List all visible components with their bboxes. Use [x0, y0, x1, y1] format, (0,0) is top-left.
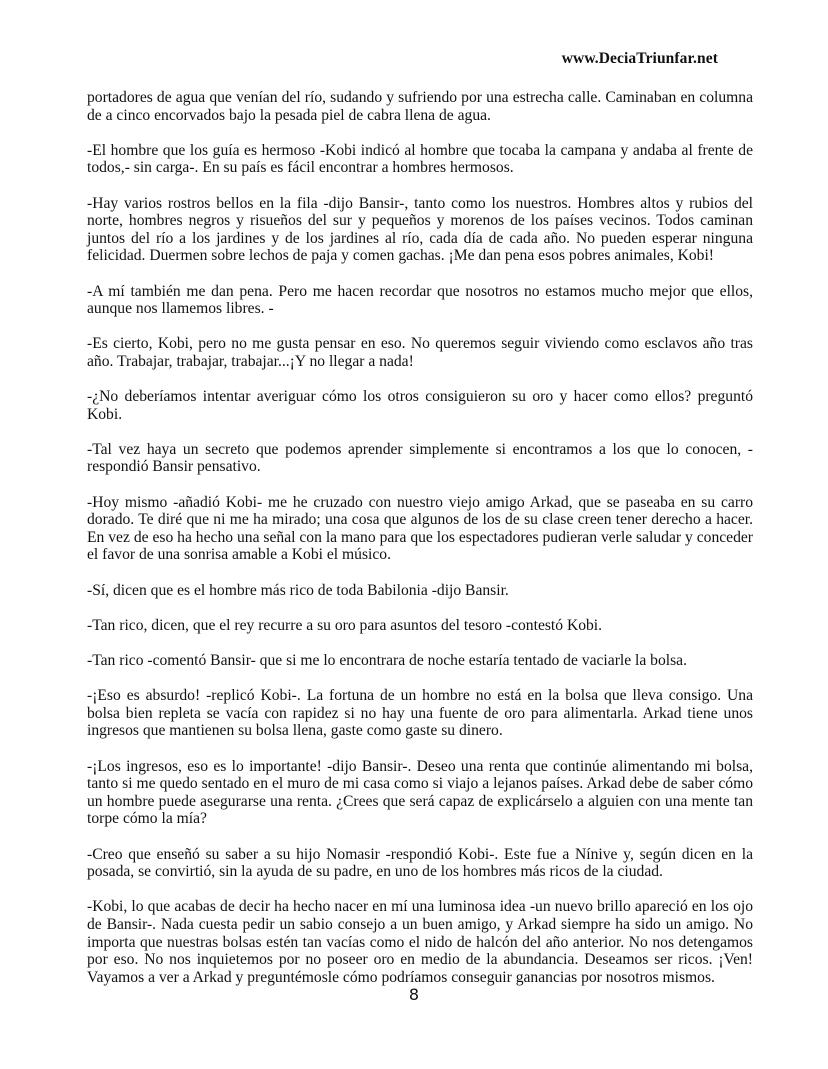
body-text: [87, 89, 753, 1004]
paragraph: portadores de agua que venían del río, sudando y sufriendo por una estrecha calle. Caminaban en columna de a cinco encorvados bajo la pesada piel de cabra llena de agua.: [87, 89, 753, 124]
paragraph: -Creo que enseñó su saber a su hijo Nomasir -respondió Kobi-. Este fue a Nínive y, según dicen en la posada, se convirtió, sin la ayuda de su padre, en uno de los hombres más ricos de la ciudad.: [87, 845, 753, 881]
paragraph: -¿No deberíamos intentar averiguar cómo los otros consiguieron su oro y hacer como ellos? preguntó Kobi.: [87, 388, 753, 423]
paragraph: -Tan rico, dicen, que el rey recurre a su oro para asuntos del tesoro -contestó Kobi.: [87, 616, 603, 634]
paragraph: -El hombre que los guía es hermoso -Kobi indicó al hombre que tocaba la campana y andaba al frente de todos,- sin carga-. En su país es fácil encontrar a hombres hermosos.: [87, 141, 753, 177]
paragraph: -Kobi, lo que acabas de decir ha hecho nacer en mí una luminosa idea -un nuevo brillo apareció en los ojo de Bansir-. Nada cuesta pedir un sabio consejo a un buen amigo, y Arkad siempre ha sido un amigo. No importa que nuestras bolsas estén tan vacías como el nido de halcón del año anterior. No nos detengamos por eso. No nos inquietemos por no poseer oro en medio de la abundancia. Deseamos ser ricos. ¡Ven! Vayamos a ver a Arkad y preguntémosle cómo podríamos conseguir ganancias por nosotros mismos.: [87, 898, 753, 986]
website-header: www.DeciaTriunfar.net: [561, 50, 718, 67]
paragraph: -Hoy mismo -añadió Kobi- me he cruzado con nuestro viejo amigo Arkad, que se paseaba en su carro dorado. Te diré que ni me ha mirado; una cosa que algunos de los de su clase creen tener derecho a hacer. En vez de eso ha hecho una señal con la mano para que los espectadores pudieran verle saludar y conceder el favor de una sonrisa amable a Kobi el músico.: [87, 493, 753, 564]
paragraph: -Es cierto, Kobi, pero no me gusta pensar en eso. No queremos seguir viviendo como esclavos año tras año. Trabajar, trabajar, trabajar...¡Y no llegar a nada!: [87, 335, 753, 370]
paragraph: -Tal vez haya un secreto que podemos aprender simplemente si encontramos a los que lo conocen, - respondió Bansir pensativo.: [87, 440, 753, 476]
page-number: 8: [408, 985, 420, 1004]
paragraph: -Hay varios rostros bellos en la fila -dijo Bansir-, tanto como los nuestros. Hombres altos y rubios del norte, hombres negros y risueños del sur y pequeños y morenos de los países vecinos. Todos caminan juntos del río a los jardines y de los jardines al río, cada día de cada año. No pueden esperar ninguna felicidad. Duermen sobre lechos de paja y comen gachas. ¡Me dan pena esos pobres animales, Kobi!: [87, 194, 753, 265]
paragraph: -¡Eso es absurdo! -replicó Kobi-. La fortuna de un hombre no está en la bolsa que lleva consigo. Una bolsa bien repleta se vacía con rapidez si no hay una fuente de oro para alimentarla. Arkad tiene unos ingresos que mantienen su bolsa llena, gaste como gaste su dinero.: [87, 687, 753, 740]
paragraph: -A mí también me dan pena. Pero me hacen recordar que nosotros no estamos mucho mejor que ellos, aunque nos llamemos libres. -: [87, 282, 753, 318]
paragraph: -Tan rico -comentó Bansir- que si me lo encontrara de noche estaría tentado de vaciarle la bolsa.: [87, 652, 688, 669]
paragraph: -Sí, dicen que es el hombre más rico de toda Babilonia -dijo Bansir.: [87, 581, 509, 599]
paragraph: -¡Los ingresos, eso es lo importante! -dijo Bansir-. Deseo una renta que continúe alimentando mi bolsa, tanto si me quedo sentado en el muro de mi casa como si viajo a lejanos países. Arkad debe de saber cómo un hombre puede asegurarse una renta. ¿Crees que será capaz de explicárselo a alguien con una mente tan torpe cómo la mía?: [87, 757, 753, 828]
